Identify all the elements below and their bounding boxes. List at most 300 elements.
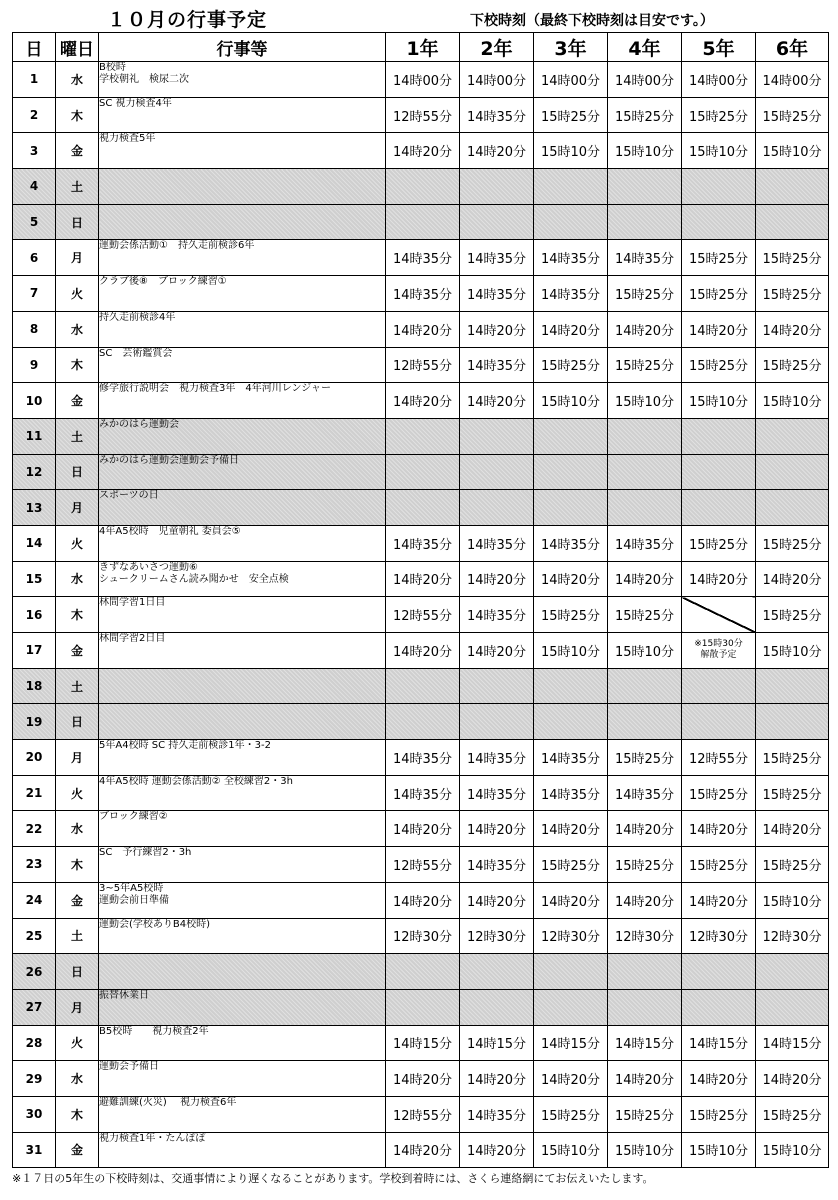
dismissal-time-grade-4: 15時10分 <box>608 133 682 169</box>
dismissal-time-grade-5 <box>682 418 756 454</box>
dismissal-time-grade-6 <box>756 454 829 490</box>
dismissal-time-grade-2: 14時35分 <box>460 597 534 633</box>
event-text: SC 予行練習2・3h <box>99 847 192 859</box>
dismissal-time-grade-1 <box>386 954 460 990</box>
event-text: SC 視力検査4年 <box>99 97 172 109</box>
dismissal-time-grade-3 <box>534 169 608 205</box>
dismissal-time-grade-6: 15時10分 <box>756 882 829 918</box>
table-row <box>13 882 829 918</box>
dismissal-time-grade-1: 14時20分 <box>386 633 460 669</box>
event-text: SC 芸術鑑賞会 <box>99 347 173 359</box>
header-grade-6: 6年 <box>756 33 829 62</box>
dismissal-time-grade-1: 14時20分 <box>386 811 460 847</box>
dismissal-time-grade-1 <box>386 704 460 740</box>
events-cell <box>99 918 386 954</box>
dismissal-time-grade-4: 15時10分 <box>608 383 682 419</box>
weekday-cell: 土 <box>56 169 99 205</box>
dismissal-time-grade-5: 15時10分 <box>682 383 756 419</box>
dismissal-time-grade-6: 15時25分 <box>756 597 829 633</box>
table-row <box>13 418 829 454</box>
day-cell: 28 <box>13 1025 56 1061</box>
events-cell <box>99 169 386 205</box>
weekday-cell: 水 <box>56 62 99 98</box>
table-row <box>13 740 829 776</box>
dismissal-time-grade-5: 15時10分 <box>682 133 756 169</box>
weekday-cell: 金 <box>56 633 99 669</box>
day-cell: 13 <box>13 490 56 526</box>
table-row <box>13 204 829 240</box>
dismissal-time-grade-5 <box>682 204 756 240</box>
events-cell <box>99 525 386 561</box>
dismissal-time-grade-5: 12時55分 <box>682 740 756 776</box>
dismissal-time-grade-2: 14時35分 <box>460 775 534 811</box>
dismissal-time-grade-6 <box>756 418 829 454</box>
dismissal-time-grade-5: 14時20分 <box>682 882 756 918</box>
note-text: 解散予定 <box>700 650 737 661</box>
table-row <box>13 1132 829 1168</box>
dismissal-time-grade-3: 14時20分 <box>534 1061 608 1097</box>
dismissal-time-grade-3: 15時10分 <box>534 1132 608 1168</box>
table-row <box>13 454 829 490</box>
dismissal-time-grade-3: 15時25分 <box>534 1096 608 1132</box>
dismissal-time-grade-5: 14時20分 <box>682 311 756 347</box>
dismissal-time-grade-6: 14時20分 <box>756 1061 829 1097</box>
dismissal-time-grade-6: 14時20分 <box>756 811 829 847</box>
dismissal-time-grade-3: 14時35分 <box>534 525 608 561</box>
dismissal-time-grade-1 <box>386 490 460 526</box>
event-text: みかのはら運動会 <box>99 418 179 430</box>
dismissal-time-grade-2 <box>460 454 534 490</box>
dismissal-time-grade-6: 15時10分 <box>756 133 829 169</box>
dismissal-time-grade-3: 15時10分 <box>534 383 608 419</box>
dismissal-time-grade-4 <box>608 490 682 526</box>
table-row <box>13 561 829 597</box>
dismissal-time-grade-3: 14時35分 <box>534 740 608 776</box>
dismissal-time-grade-2 <box>460 418 534 454</box>
dismissal-time-grade-6: 14時00分 <box>756 62 829 98</box>
table-row <box>13 133 829 169</box>
dismissal-time-grade-2: 14時35分 <box>460 740 534 776</box>
note-text: ※15時30分 <box>694 639 743 650</box>
dismissal-time-grade-2: 14時00分 <box>460 62 534 98</box>
dismissal-time-grade-5: 15時25分 <box>682 775 756 811</box>
dismissal-time-grade-4: 14時20分 <box>608 561 682 597</box>
table-row <box>13 704 829 740</box>
dismissal-time-grade-2 <box>460 169 534 205</box>
dismissal-time-grade-6: 15時10分 <box>756 633 829 669</box>
weekday-cell: 月 <box>56 740 99 776</box>
dismissal-time-grade-5: 15時25分 <box>682 240 756 276</box>
day-cell: 24 <box>13 882 56 918</box>
dismissal-time-grade-3 <box>534 668 608 704</box>
weekday-cell: 木 <box>56 597 99 633</box>
header-grade-4: 4年 <box>608 33 682 62</box>
event-text: 運動会係活動① 持久走前検診6年 <box>99 240 255 252</box>
dismissal-time-grade-4: 14時20分 <box>608 311 682 347</box>
day-cell: 26 <box>13 954 56 990</box>
dismissal-time-grade-6: 15時25分 <box>756 347 829 383</box>
day-cell: 5 <box>13 204 56 240</box>
dismissal-time-grade-1: 14時20分 <box>386 383 460 419</box>
table-row <box>13 490 829 526</box>
dismissal-time-grade-4: 12時30分 <box>608 918 682 954</box>
dismissal-time-heading: 下校時刻（最終下校時刻は目安です。） <box>470 13 714 29</box>
dismissal-time-grade-4 <box>608 418 682 454</box>
events-cell <box>99 276 386 312</box>
dismissal-time-grade-3 <box>534 704 608 740</box>
event-text: きずなあいさつ運動⑥ <box>99 561 198 573</box>
table-row <box>13 668 829 704</box>
event-text: 学校朝礼 検尿二次 <box>99 74 189 85</box>
dismissal-time-grade-6: 15時25分 <box>756 240 829 276</box>
dismissal-time-grade-5: 15時25分 <box>682 276 756 312</box>
table-row <box>13 775 829 811</box>
dismissal-time-grade-6: 15時25分 <box>756 1096 829 1132</box>
event-text: 修学旅行説明会 視力検査3年 4年河川レンジャー <box>99 383 332 395</box>
table-row <box>13 169 829 205</box>
dismissal-time-grade-4: 14時35分 <box>608 775 682 811</box>
dismissal-time-grade-3: 15時25分 <box>534 97 608 133</box>
weekday-cell: 火 <box>56 775 99 811</box>
weekday-cell: 日 <box>56 204 99 240</box>
dismissal-time-grade-4: 15時25分 <box>608 347 682 383</box>
event-text: 振替休業日 <box>99 989 149 1001</box>
dismissal-time-grade-3 <box>534 490 608 526</box>
dismissal-time-grade-2: 14時20分 <box>460 811 534 847</box>
events-cell <box>99 668 386 704</box>
schedule-body <box>13 62 829 1168</box>
dismissal-time-grade-5: 12時30分 <box>682 918 756 954</box>
dismissal-time-grade-1: 14時20分 <box>386 1061 460 1097</box>
footnote: ※１７日の5年生の下校時刻は、交通事情により遅くなることがあります。学校到着時には、さくら連絡網にてお伝えいたします。 <box>12 1172 654 1185</box>
table-row <box>13 847 829 883</box>
dismissal-time-grade-5: 15時25分 <box>682 1096 756 1132</box>
table-row <box>13 525 829 561</box>
dismissal-time-grade-4 <box>608 668 682 704</box>
events-cell <box>99 811 386 847</box>
day-cell: 11 <box>13 418 56 454</box>
table-row <box>13 954 829 990</box>
weekday-cell: 月 <box>56 490 99 526</box>
header-grade-1: 1年 <box>386 33 460 62</box>
dismissal-time-grade-1: 12時55分 <box>386 1096 460 1132</box>
dismissal-time-grade-4: 14時35分 <box>608 240 682 276</box>
events-cell <box>99 418 386 454</box>
dismissal-time-grade-3: 14時35分 <box>534 240 608 276</box>
table-row <box>13 383 829 419</box>
weekday-cell: 水 <box>56 561 99 597</box>
dismissal-time-grade-2 <box>460 668 534 704</box>
dismissal-time-grade-2: 14時35分 <box>460 1096 534 1132</box>
dismissal-time-grade-1: 14時35分 <box>386 276 460 312</box>
dismissal-time-grade-4: 15時25分 <box>608 597 682 633</box>
dismissal-time-grade-3: 15時25分 <box>534 847 608 883</box>
events-cell <box>99 97 386 133</box>
dismissal-time-grade-4: 14時00分 <box>608 62 682 98</box>
weekday-cell: 火 <box>56 1025 99 1061</box>
day-cell: 15 <box>13 561 56 597</box>
event-text: スポーツの日 <box>99 490 159 502</box>
dismissal-time-grade-3: 14時20分 <box>534 811 608 847</box>
dismissal-time-grade-6: 15時25分 <box>756 775 829 811</box>
dismissal-time-grade-3: 14時35分 <box>534 775 608 811</box>
table-row <box>13 347 829 383</box>
event-text: 林間学習1日目 <box>99 597 166 609</box>
table-row <box>13 311 829 347</box>
dismissal-time-grade-6: 14時20分 <box>756 311 829 347</box>
day-cell: 2 <box>13 97 56 133</box>
dismissal-time-grade-1: 12時55分 <box>386 597 460 633</box>
events-cell <box>99 347 386 383</box>
dismissal-time-grade-3 <box>534 418 608 454</box>
page-title: １０月の行事予定 <box>107 9 268 31</box>
events-cell <box>99 1061 386 1097</box>
dismissal-time-grade-3: 14時20分 <box>534 561 608 597</box>
weekday-cell: 土 <box>56 418 99 454</box>
weekday-cell: 水 <box>56 1061 99 1097</box>
events-cell <box>99 740 386 776</box>
events-cell <box>99 775 386 811</box>
events-cell <box>99 704 386 740</box>
dismissal-time-grade-3 <box>534 954 608 990</box>
header-grade-2: 2年 <box>460 33 534 62</box>
day-cell: 3 <box>13 133 56 169</box>
day-cell: 8 <box>13 311 56 347</box>
dismissal-time-grade-1: 14時35分 <box>386 740 460 776</box>
events-cell <box>99 204 386 240</box>
event-text: B校時 <box>99 62 126 73</box>
events-cell <box>99 240 386 276</box>
dismissal-time-grade-1: 14時20分 <box>386 561 460 597</box>
dismissal-time-grade-4: 14時20分 <box>608 811 682 847</box>
dismissal-time-grade-1: 12時55分 <box>386 847 460 883</box>
events-cell <box>99 954 386 990</box>
dismissal-time-grade-6 <box>756 989 829 1025</box>
dismissal-time-grade-2: 14時15分 <box>460 1025 534 1061</box>
table-row <box>13 597 829 633</box>
event-text: 4年A5校時 児童朝礼 委員会⑤ <box>99 525 241 537</box>
dismissal-time-grade-2: 14時20分 <box>460 882 534 918</box>
day-cell: 19 <box>13 704 56 740</box>
event-text: クラブ後⑧ ブロック練習① <box>99 276 227 288</box>
dismissal-time-grade-2: 14時35分 <box>460 240 534 276</box>
dismissal-time-grade-1 <box>386 204 460 240</box>
dismissal-time-grade-5: 15時25分 <box>682 847 756 883</box>
event-text: 運動会予備日 <box>99 1061 159 1073</box>
grade-5-note-cell <box>682 633 756 669</box>
table-row <box>13 1096 829 1132</box>
table-row <box>13 240 829 276</box>
events-cell <box>99 1025 386 1061</box>
dismissal-time-grade-3: 15時10分 <box>534 133 608 169</box>
day-cell: 27 <box>13 989 56 1025</box>
dismissal-time-grade-5 <box>682 169 756 205</box>
events-cell <box>99 62 386 98</box>
dismissal-time-grade-5: 15時10分 <box>682 1132 756 1168</box>
day-cell: 6 <box>13 240 56 276</box>
dismissal-time-grade-1: 14時20分 <box>386 1132 460 1168</box>
weekday-cell: 金 <box>56 133 99 169</box>
event-text: 運動会(学校ありB4校時) <box>99 918 211 930</box>
dismissal-time-grade-3: 14時00分 <box>534 62 608 98</box>
day-cell: 1 <box>13 62 56 98</box>
dismissal-time-grade-6: 15時10分 <box>756 1132 829 1168</box>
dismissal-time-grade-5: 14時20分 <box>682 561 756 597</box>
dismissal-time-grade-3: 14時20分 <box>534 882 608 918</box>
dismissal-time-grade-1: 14時00分 <box>386 62 460 98</box>
dismissal-time-grade-1 <box>386 418 460 454</box>
dismissal-time-grade-2: 14時35分 <box>460 525 534 561</box>
weekday-cell: 金 <box>56 383 99 419</box>
dismissal-time-grade-2 <box>460 989 534 1025</box>
header-day: 日 <box>13 33 56 62</box>
dismissal-time-grade-1: 12時30分 <box>386 918 460 954</box>
day-cell: 14 <box>13 525 56 561</box>
weekday-cell: 土 <box>56 668 99 704</box>
events-cell <box>99 454 386 490</box>
dismissal-time-grade-5: 14時15分 <box>682 1025 756 1061</box>
dismissal-time-grade-2 <box>460 954 534 990</box>
event-text: ブロック練習② <box>99 811 168 823</box>
dismissal-time-grade-4 <box>608 954 682 990</box>
day-cell: 20 <box>13 740 56 776</box>
dismissal-time-grade-5: 14時20分 <box>682 811 756 847</box>
dismissal-time-grade-2: 14時20分 <box>460 383 534 419</box>
dismissal-time-grade-4: 15時25分 <box>608 740 682 776</box>
dismissal-time-grade-2 <box>460 704 534 740</box>
table-row <box>13 1025 829 1061</box>
dismissal-time-grade-6 <box>756 169 829 205</box>
dismissal-time-grade-2 <box>460 204 534 240</box>
grade-5-slash-cell <box>682 597 756 633</box>
events-cell <box>99 597 386 633</box>
day-cell: 7 <box>13 276 56 312</box>
dismissal-time-grade-4 <box>608 704 682 740</box>
dismissal-time-grade-3: 15時10分 <box>534 633 608 669</box>
dismissal-time-grade-6: 15時10分 <box>756 383 829 419</box>
weekday-cell: 木 <box>56 847 99 883</box>
dismissal-time-grade-6: 15時25分 <box>756 740 829 776</box>
day-cell: 29 <box>13 1061 56 1097</box>
day-cell: 25 <box>13 918 56 954</box>
dismissal-time-grade-5 <box>682 454 756 490</box>
dismissal-time-grade-6: 12時30分 <box>756 918 829 954</box>
dismissal-time-grade-6: 14時20分 <box>756 561 829 597</box>
dismissal-time-grade-6 <box>756 490 829 526</box>
table-row <box>13 633 829 669</box>
dismissal-time-grade-1: 14時20分 <box>386 133 460 169</box>
dismissal-time-grade-1 <box>386 169 460 205</box>
dismissal-time-grade-4 <box>608 204 682 240</box>
dismissal-time-grade-2: 14時20分 <box>460 311 534 347</box>
table-row <box>13 62 829 98</box>
events-cell <box>99 1096 386 1132</box>
dismissal-time-grade-2: 14時20分 <box>460 633 534 669</box>
event-text: 3~5年A5校時 <box>99 882 164 894</box>
dismissal-time-grade-2: 14時20分 <box>460 561 534 597</box>
dismissal-time-grade-4 <box>608 169 682 205</box>
table-row <box>13 811 829 847</box>
weekday-cell: 水 <box>56 311 99 347</box>
event-text: 視力検査1年・たんぽぽ <box>99 1132 206 1144</box>
dismissal-time-grade-4: 14時35分 <box>608 525 682 561</box>
dismissal-time-grade-2: 14時20分 <box>460 1132 534 1168</box>
weekday-cell: 木 <box>56 1096 99 1132</box>
weekday-cell: 水 <box>56 811 99 847</box>
dismissal-time-grade-6: 15時25分 <box>756 276 829 312</box>
dismissal-time-grade-6 <box>756 704 829 740</box>
events-cell <box>99 490 386 526</box>
dismissal-time-grade-1 <box>386 454 460 490</box>
header-grade-5: 5年 <box>682 33 756 62</box>
event-text: 避難訓練(火災) 視力検査6年 <box>99 1096 237 1108</box>
weekday-cell: 火 <box>56 525 99 561</box>
dismissal-time-grade-3: 15時25分 <box>534 347 608 383</box>
day-cell: 17 <box>13 633 56 669</box>
weekday-cell: 木 <box>56 347 99 383</box>
dismissal-time-grade-2: 14時35分 <box>460 347 534 383</box>
dismissal-time-grade-5: 15時25分 <box>682 525 756 561</box>
dismissal-time-grade-3: 14時15分 <box>534 1025 608 1061</box>
dismissal-time-grade-2: 14時20分 <box>460 1061 534 1097</box>
dismissal-time-grade-3 <box>534 204 608 240</box>
weekday-cell: 土 <box>56 918 99 954</box>
events-cell <box>99 561 386 597</box>
day-cell: 10 <box>13 383 56 419</box>
dismissal-time-grade-6: 14時15分 <box>756 1025 829 1061</box>
dismissal-time-grade-5 <box>682 954 756 990</box>
event-text: 林間学習2日目 <box>99 633 166 644</box>
event-text: 運動会前日準備 <box>99 894 169 906</box>
events-cell <box>99 882 386 918</box>
weekday-cell: 月 <box>56 240 99 276</box>
event-text: B5校時 視力検査2年 <box>99 1025 209 1037</box>
events-cell <box>99 989 386 1025</box>
dismissal-time-grade-1: 14時15分 <box>386 1025 460 1061</box>
dismissal-time-grade-4: 14時20分 <box>608 1061 682 1097</box>
dismissal-time-grade-6: 15時25分 <box>756 847 829 883</box>
table-row <box>13 989 829 1025</box>
table-row <box>13 1061 829 1097</box>
weekday-cell: 金 <box>56 882 99 918</box>
dismissal-time-grade-4: 15時25分 <box>608 97 682 133</box>
weekday-cell: 日 <box>56 454 99 490</box>
day-cell: 4 <box>13 169 56 205</box>
events-cell <box>99 383 386 419</box>
weekday-cell: 金 <box>56 1132 99 1168</box>
table-row <box>13 918 829 954</box>
header-events: 行事等 <box>99 33 386 62</box>
dismissal-time-grade-4: 15時10分 <box>608 1132 682 1168</box>
day-cell: 18 <box>13 668 56 704</box>
day-cell: 12 <box>13 454 56 490</box>
dismissal-time-grade-3: 12時30分 <box>534 918 608 954</box>
dismissal-time-grade-1 <box>386 989 460 1025</box>
dismissal-time-grade-1: 14時20分 <box>386 882 460 918</box>
weekday-cell: 日 <box>56 954 99 990</box>
event-text: シュークリームさん読み聞かせ 安全点検 <box>99 573 289 585</box>
dismissal-time-grade-5: 14時20分 <box>682 1061 756 1097</box>
events-cell <box>99 133 386 169</box>
dismissal-time-grade-4: 14時15分 <box>608 1025 682 1061</box>
dismissal-time-grade-5 <box>682 668 756 704</box>
day-cell: 23 <box>13 847 56 883</box>
header-row <box>13 33 829 62</box>
dismissal-time-grade-3: 15時25分 <box>534 597 608 633</box>
event-text: みかのはら運動会運動会予備日 <box>99 454 239 466</box>
dismissal-time-grade-4 <box>608 454 682 490</box>
dismissal-time-grade-1: 12時55分 <box>386 347 460 383</box>
